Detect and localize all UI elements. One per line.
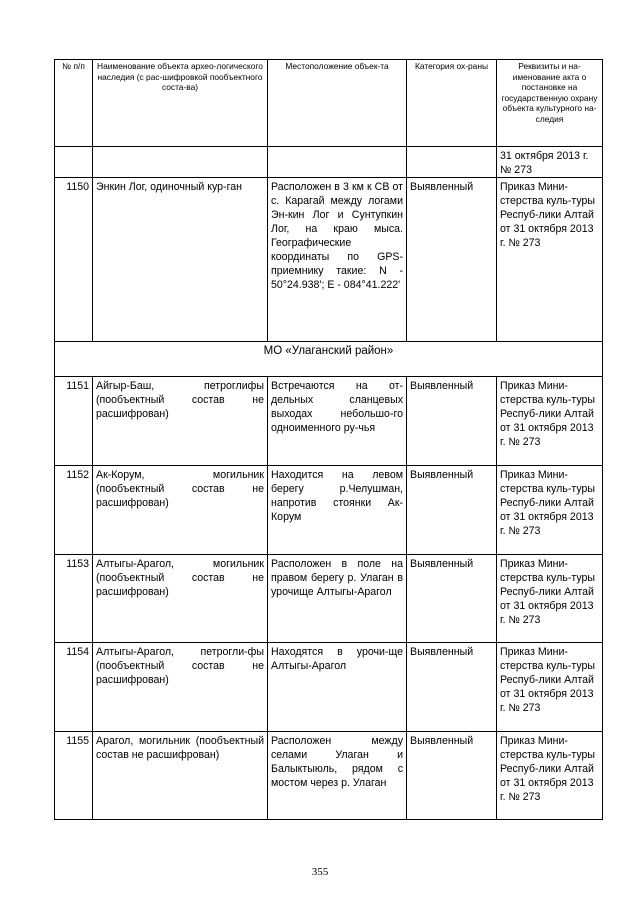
- row-location: Расположен в поле на правом берегу р. Улаган в урочище Алтыгы-Арагол: [268, 555, 407, 643]
- continuation-location-cell: [268, 147, 407, 178]
- row-category: Выявленный: [407, 732, 497, 820]
- heritage-registry-table: [54, 59, 603, 820]
- row-object-name: Алтыгы-Арагол, петрогли-фы (пообъектный состав не расшифрован): [93, 643, 268, 732]
- row-num: 1151: [55, 377, 93, 466]
- continuation-category-cell: [407, 147, 497, 178]
- table-header-row: [55, 60, 603, 147]
- continuation-requisites-cell: 31 октября 2013 г. № 273: [497, 147, 603, 178]
- row-requisites: Приказ Мини-стерства куль-туры Респуб-лики Алтай от 31 октября 2013 г. № 273: [497, 555, 603, 643]
- table-row: [55, 643, 603, 732]
- row-object-name: Алтыгы-Арагол, могильник (пообъектный состав не расшифрован): [93, 555, 268, 643]
- table-row: [55, 377, 603, 466]
- header-requisites: Реквизиты и на-именование акта о постановке на государственную охрану объекта культурного на-следия: [497, 60, 603, 147]
- row-location: Расположен между селами Улаган и Балыктыюль, рядом с мостом через р. Улаган: [268, 732, 407, 820]
- header-num: № п/п: [55, 60, 93, 147]
- district-row: [55, 342, 603, 377]
- row-category: Выявленный: [407, 377, 497, 466]
- row-num: 1153: [55, 555, 93, 643]
- continuation-row: [55, 147, 603, 178]
- district-title: МО «Улаганский район»: [55, 342, 603, 377]
- row-category: Выявленный: [407, 643, 497, 732]
- row-location: Расположен в 3 км к СВ от с. Карагай между логами Эн-кин Лог и Сунтупкин Лог, на краю мыса. Географические координаты по GPS-приемнику такие: N - 50°24.938'; E - 084°41.222': [268, 178, 407, 342]
- header-name: Наименование объекта архео-логического наследия (с рас-шифровкой пообъектного соста-ва): [93, 60, 268, 147]
- row-requisites: Приказ Мини-стерства куль-туры Респуб-лики Алтай от 31 октября 2013 г. № 273: [497, 732, 603, 820]
- row-requisites: Приказ Мини-стерства куль-туры Респуб-лики Алтай от 31 октября 2013 г. № 273: [497, 377, 603, 466]
- row-num: 1154: [55, 643, 93, 732]
- row-category: Выявленный: [407, 466, 497, 555]
- row-requisites: Приказ Мини-стерства куль-туры Респуб-лики Алтай от 31 октября 2013 г. № 273: [497, 178, 603, 342]
- row-object-name: Ак-Корум, могильник (пообъектный состав не расшифрован): [93, 466, 268, 555]
- row-object-name: Айгыр-Баш, петроглифы (пообъектный состав не расшифрован): [93, 377, 268, 466]
- row-num: 1150: [55, 178, 93, 342]
- page-number: 355: [311, 866, 329, 878]
- row-num: 1155: [55, 732, 93, 820]
- table-row: [55, 555, 603, 643]
- continuation-num-cell: [55, 147, 93, 178]
- row-category: Выявленный: [407, 178, 497, 342]
- row-category: Выявленный: [407, 555, 497, 643]
- header-location: Местоположение объек-та: [268, 60, 407, 147]
- row-requisites: Приказ Мини-стерства куль-туры Респуб-лики Алтай от 31 октября 2013 г. № 273: [497, 643, 603, 732]
- row-object-name: Энкин Лог, одиночный кур-ган: [93, 178, 268, 342]
- table-row: [55, 732, 603, 820]
- table-row: [55, 466, 603, 555]
- row-object-name: Арагол, могильник (пообъектный состав не расшифрован): [93, 732, 268, 820]
- table-row: [55, 178, 603, 342]
- row-num: 1152: [55, 466, 93, 555]
- row-location: Находятся в урочи-ще Алтыгы-Арагол: [268, 643, 407, 732]
- continuation-name-cell: [93, 147, 268, 178]
- header-category: Категория ох-раны: [407, 60, 497, 147]
- row-requisites: Приказ Мини-стерства куль-туры Респуб-лики Алтай от 31 октября 2013 г. № 273: [497, 466, 603, 555]
- row-location: Встречаются на от-дельных сланцевых выходах небольшо-го одноименного ру-чья: [268, 377, 407, 466]
- row-location: Находится на левом берегу р.Челушман, напротив стоянки Ак-Корум: [268, 466, 407, 555]
